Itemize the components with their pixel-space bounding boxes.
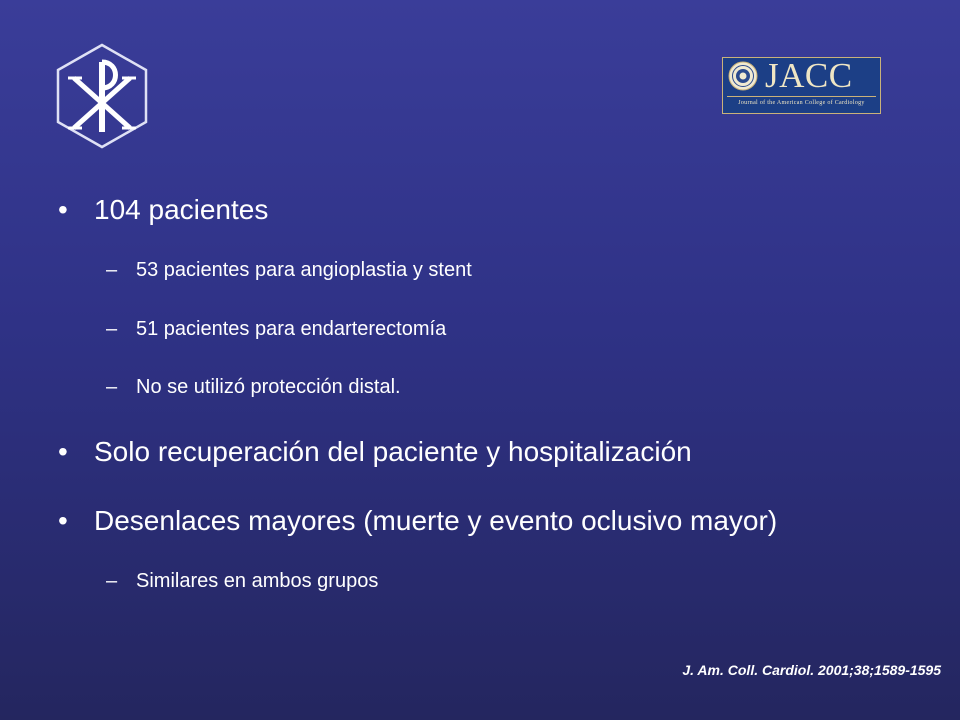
citation-reference: J. Am. Coll. Cardiol. 2001;38;1589-1595 [682, 662, 941, 678]
bullet-text: Solo recuperación del paciente y hospitalización [94, 436, 692, 467]
bullet-text: 104 pacientes [94, 194, 269, 225]
sub-bullet-text: Similares en ambos grupos [136, 570, 379, 592]
dash-marker: – [106, 570, 118, 592]
bullet-text: Desenlaces mayores (muerte y evento oclusivo mayor) [94, 505, 778, 536]
jacc-journal-logo [722, 57, 881, 114]
dash-marker: – [106, 259, 118, 281]
sub-bullet-text: 51 pacientes para endarterectomía [136, 318, 447, 340]
logo-divider [727, 96, 876, 97]
bullet-marker: • [58, 436, 68, 467]
dash-marker: – [106, 376, 118, 398]
jacc-seal-icon [728, 61, 758, 91]
journal-subtitle: Journal of the American College of Cardiology [738, 100, 865, 106]
sub-bullet-text: No se utilizó protección distal. [136, 376, 401, 398]
chi-rho-emblem-logo [54, 42, 150, 150]
dash-marker: – [106, 318, 118, 340]
sub-bullet-text: 53 pacientes para angioplastia y stent [136, 259, 472, 281]
bullet-marker: • [58, 505, 68, 536]
bullet-marker: • [58, 194, 68, 225]
journal-acronym: JACC [765, 56, 853, 95]
